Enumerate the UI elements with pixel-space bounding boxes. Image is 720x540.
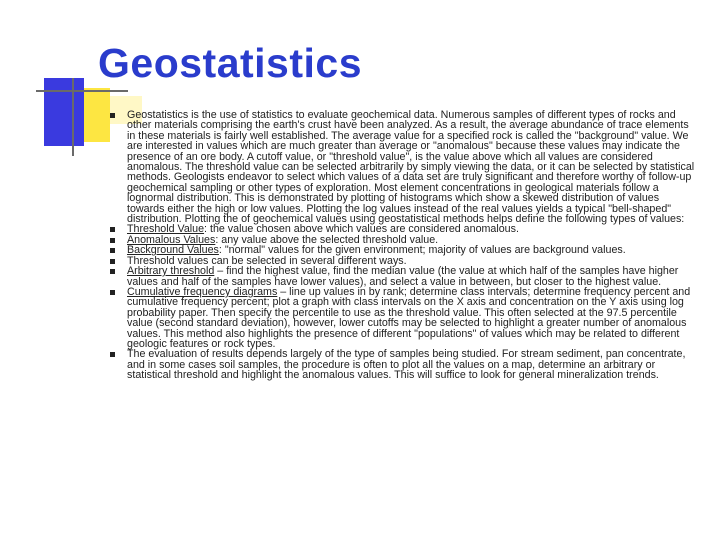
bullet-text: – find the highest value, find the median value (the value at which half of the samples have higher values and half of the samples have lower values), and select a value in between, but closer to the highest value.	[127, 265, 679, 288]
bullet-text: : any value above the selected threshold value.	[215, 233, 439, 246]
bullet-item	[110, 110, 698, 224]
bullet-square-icon	[110, 238, 115, 243]
term-arbitrary-threshold: Arbitrary threshold	[127, 265, 215, 278]
term-anomalous-values: Anomalous Values	[127, 233, 216, 246]
bullet-text: : "normal" values for the given environment; majority of values are background values.	[218, 244, 626, 257]
bullet-item	[110, 287, 698, 349]
bullet-text: The evaluation of results depends largely of the type of samples being studied. For stream sediment, pan concentrate, and in some cases soil samples, the procedure is often to plot all the values on a map, determine an arbitrary or statistical threshold and highlight the anomalous values. This will suffice to look for general mineralization trends.	[127, 348, 686, 382]
term-threshold-value: Threshold Value	[127, 223, 205, 236]
term-cumulative-frequency-diagrams: Cumulative frequency diagrams	[127, 285, 278, 298]
bullet-square-icon	[110, 113, 115, 118]
bullet-text: Threshold values can be selected in several different ways.	[127, 254, 407, 267]
bullet-square-icon	[110, 227, 115, 232]
bullet-text: Geostatistics is the use of statistics to evaluate geochemical data. Numerous samples of different types of rocks and other materials comprising the earth's crust have been analyzed. As a result, the average abundance of trace elements in these materials is fairly well established. The average value for a specified rock is called the "background" value. We are interested in values which are much greater than average or "anomalous" because these values may indicate the presence of an ore body. A cutoff value, or "threshold value", is the value above which all values are considered anomalous. The threshold value can be selected arbitrarily by simply viewing the data, or it can be selected by statistical methods. Geologists endeavor to select which values of a data set are truly significant and therefore worthy of follow-up geochemical sampling or other types of exploration. Most element concentrations in geological materials follow a lognormal distribution. This is demonstrated by plotting of histograms which show a skewed distribution of values towards either the high or low values. Plotting the log values instead of the real values yields a typical "bell-shaped" distribution. Plotting the of geochemical values using geostatistical methods helps define the following types of values:	[127, 109, 695, 226]
term-background-values: Background Values	[127, 244, 219, 257]
bullet-square-icon	[110, 352, 115, 357]
bullet-item	[110, 349, 698, 380]
bullet-text: – line up values in by rank; determine class intervals; determine frequency percent and cumulative frequency percent; plot a graph with class intervals on the X axis and concentration on the Y axis using log probability paper. Then specify the percentile to use as the threshold value. This often selected at the 97.5 percentile value (second standard deviation), however, lower cutoffs may be selected to highlight a greater number of anomalous values. This method also highlights the presence of different "populations" of values which may be related to different geologic features or rock types.	[127, 285, 691, 350]
decorative-horizontal-line	[36, 90, 128, 92]
bullet-square-icon	[110, 269, 115, 274]
bullet-square-icon	[110, 259, 115, 264]
bullet-item	[110, 266, 698, 287]
slide-title: Geostatistics	[98, 40, 362, 86]
bullet-text: : the value chosen above which values are considered anomalous.	[204, 223, 519, 236]
bullet-square-icon	[110, 248, 115, 253]
decorative-vertical-line	[72, 78, 74, 156]
bullet-square-icon	[110, 290, 115, 295]
bullet-list	[110, 110, 698, 381]
decorative-blue-square	[44, 78, 84, 146]
